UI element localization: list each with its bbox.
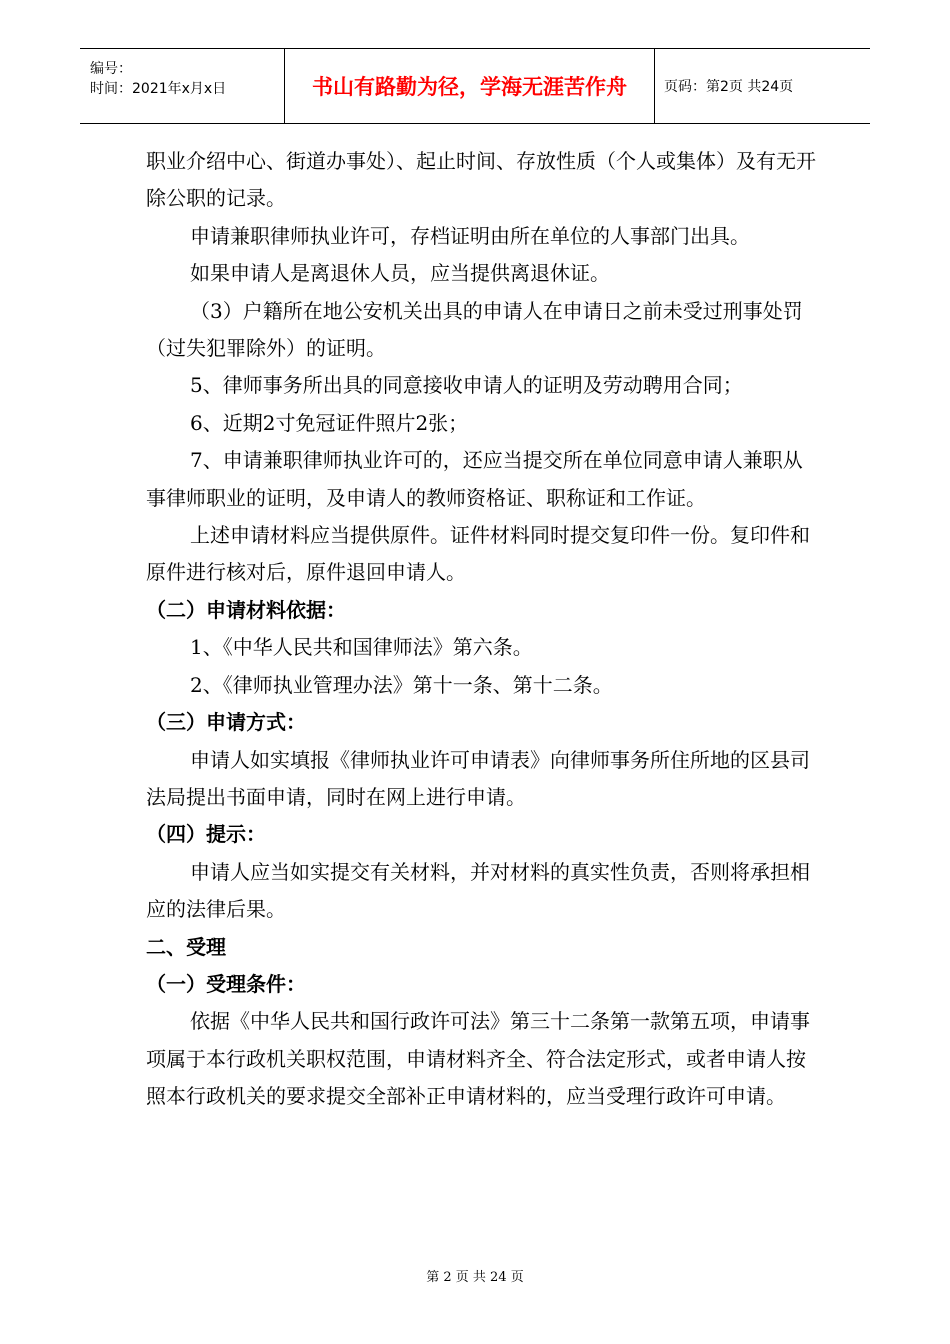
body-paragraph: 5、律师事务所出具的同意接收申请人的证明及劳动聘用合同；: [190, 373, 743, 398]
body-paragraph: 申请人应当如实提交有关材料，并对材料的真实性负责，否则将承担相应的法律后果。: [146, 859, 810, 922]
header-motto: 书山有路勤为径，学海无涯苦作舟: [312, 75, 627, 99]
header-page-info: 页码：第2页 共24页: [664, 79, 794, 95]
body-paragraph: 7、申请兼职律师执业许可的，还应当提交所在单位同意申请人兼职从事律师职业的证明，及申请人的教师资格证、职称证和工作证。: [146, 448, 803, 510]
body-paragraph: 如果申请人是离退休人员，应当提供离退休证。: [190, 261, 610, 286]
section-heading: （二）申请材料依据：: [146, 597, 346, 622]
body-paragraph: 1、《中华人民共和国律师法》第六条。: [190, 635, 533, 660]
body-paragraph: 上述申请材料应当提供原件。证件材料同时提交复印件一份。复印件和原件进行核对后，原件退回申请人。: [146, 523, 810, 585]
section-heading: 二、受理: [146, 934, 226, 959]
body-paragraph: 申请人如实填报《律师执业许可申请表》向律师事务所住所地的区县司法局提出书面申请，同时在网上进行申请。: [146, 747, 810, 809]
header-divider-right: [654, 49, 655, 123]
body-paragraph: 依据《中华人民共和国行政许可法》第三十二条第一款第五项，申请事项属于本行政机关职权范围，申请材料齐全、符合法定形式，或者申请人按照本行政机关的要求提交全部补正申请材料的，应当受理行政许可申请。: [146, 1009, 810, 1109]
section-heading: （一）受理条件：: [146, 971, 306, 996]
section-heading: （四）提示：: [146, 822, 266, 847]
body-paragraph: 2、《律师执业管理办法》第十一条、第十二条。: [190, 672, 613, 697]
time-label: 时间：2021年x月x日: [90, 81, 227, 97]
header-meta: [90, 59, 226, 99]
body-paragraph: 职业介绍中心、街道办事处）、起止时间、存放性质（个人或集体）及有无开除公职的记录。: [146, 149, 816, 211]
section-heading: （三）申请方式：: [146, 710, 306, 735]
body-paragraph: 6、近期2寸免冠证件照片2张；: [190, 410, 469, 435]
number-label: 编号：: [90, 61, 132, 77]
page-footer: 第 2 页 共 24 页: [426, 1270, 524, 1285]
body-paragraph: 申请兼职律师执业许可，存档证明由所在单位的人事部门出具。: [190, 223, 750, 248]
page-header: [80, 48, 870, 124]
document-body: [146, 143, 816, 1116]
body-paragraph: （3）户籍所在地公安机关出具的申请人在申请日之前未受过刑事处罚（过失犯罪除外）的证明。: [146, 298, 803, 361]
